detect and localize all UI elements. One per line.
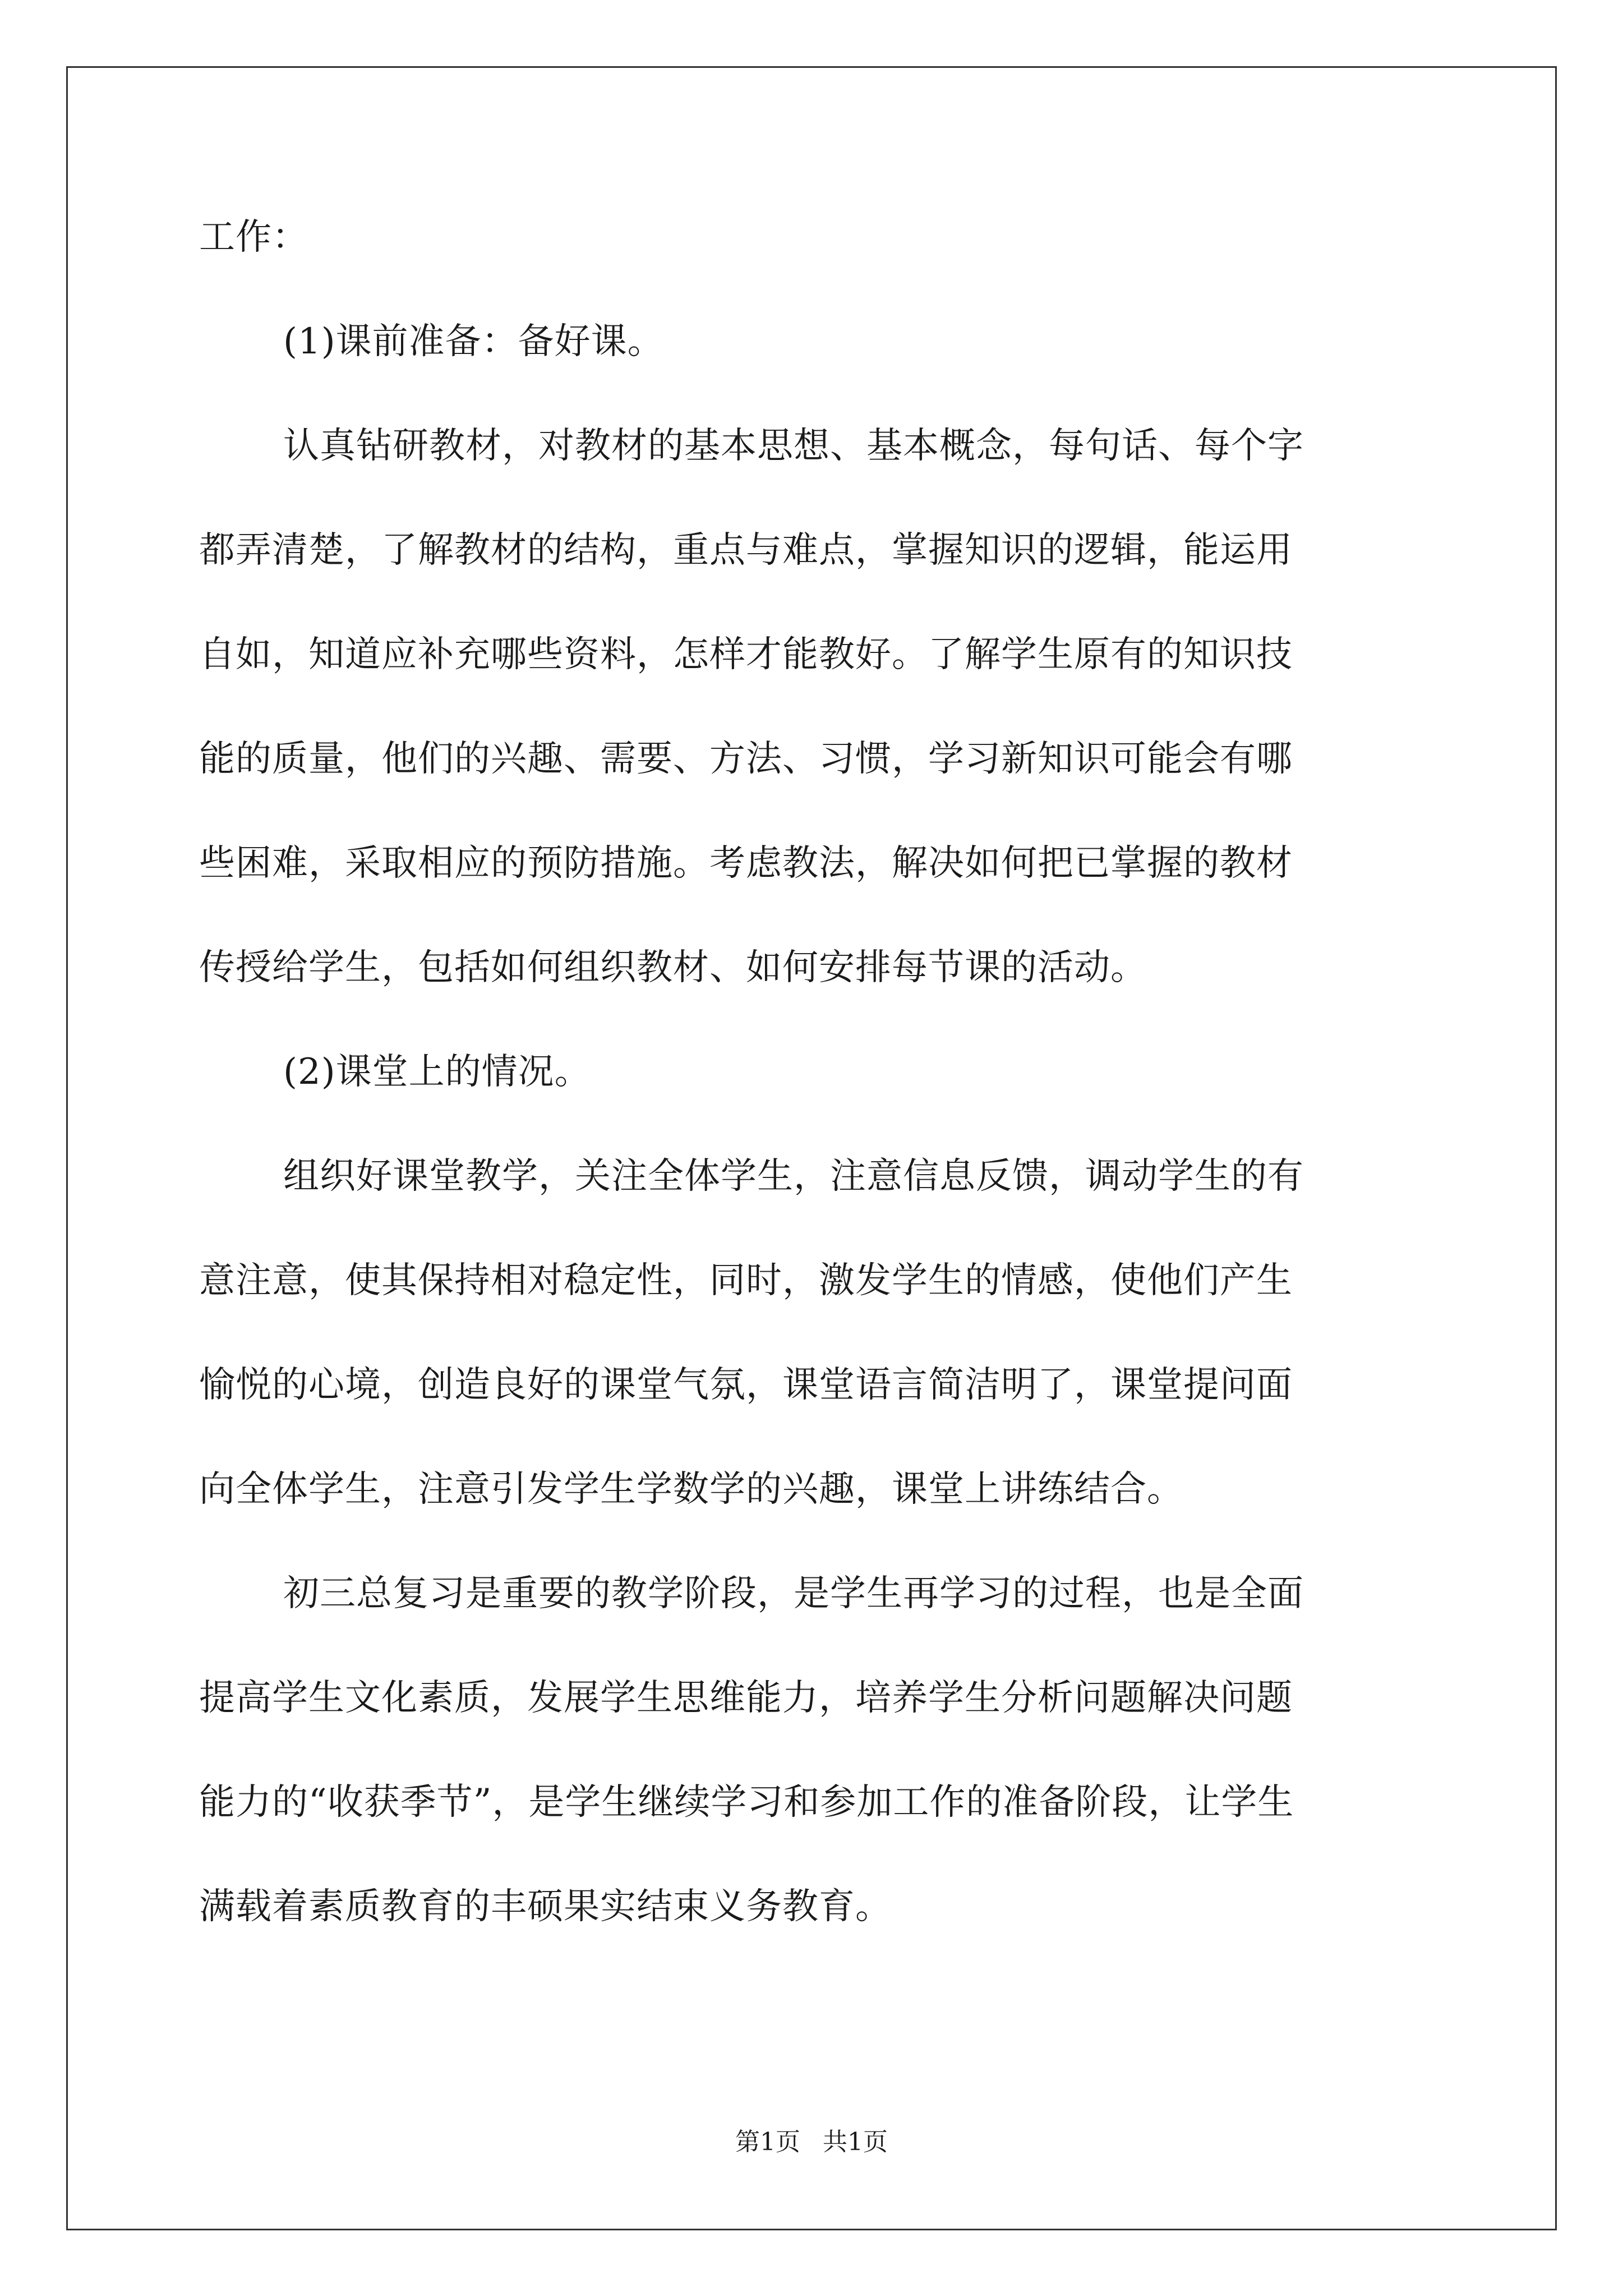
page-footer	[0, 2125, 1623, 2159]
text-line: 初三总复习是重要的教学阶段，是学生再学习的过程，也是全面	[283, 1573, 1304, 1614]
section-heading: (2)课堂上的情况。	[283, 1051, 591, 1093]
text-line: 认真钻研教材，对教材的基本思想、基本概念，每句话、每个字	[283, 425, 1304, 467]
text-line: 组织好课堂教学，关注全体学生，注意信息反馈，调动学生的有	[283, 1156, 1304, 1197]
text-line: 能的质量，他们的兴趣、需要、方法、习惯，学习新知识可能会有哪	[199, 738, 1293, 780]
text-line: 工作：	[199, 217, 308, 258]
page-total: 共1页	[823, 2128, 888, 2156]
page-number: 第1页	[735, 2128, 800, 2156]
section-heading: (1)课前准备：备好课。	[283, 321, 664, 362]
text-line: 提高学生文化素质，发展学生思维能力，培养学生分析问题解决问题	[199, 1677, 1293, 1719]
text-line: 满载着素质教育的丰硕果实结束义务教育。	[199, 1886, 892, 1927]
text-line: 些困难，采取相应的预防措施。考虑教法，解决如何把已掌握的教材	[199, 843, 1293, 884]
text-line: 自如，知道应补充哪些资料，怎样才能教好。了解学生原有的知识技	[199, 634, 1293, 675]
text-line: 能力的“收获季节”，是学生继续学习和参加工作的准备阶段，让学生	[199, 1782, 1294, 1823]
text-line: 意注意，使其保持相对稳定性，同时，激发学生的情感，使他们产生	[199, 1260, 1293, 1301]
text-line: 都弄清楚，了解教材的结构，重点与难点，掌握知识的逻辑，能运用	[199, 530, 1293, 571]
text-line: 向全体学生，注意引发学生学数学的兴趣，课堂上讲练结合。	[199, 1469, 1183, 1510]
text-line: 愉悦的心境，创造良好的课堂气氛，课堂语言简洁明了，课堂提问面	[199, 1364, 1293, 1406]
text-line: 传授给学生，包括如何组织教材、如何安排每节课的活动。	[199, 947, 1147, 988]
